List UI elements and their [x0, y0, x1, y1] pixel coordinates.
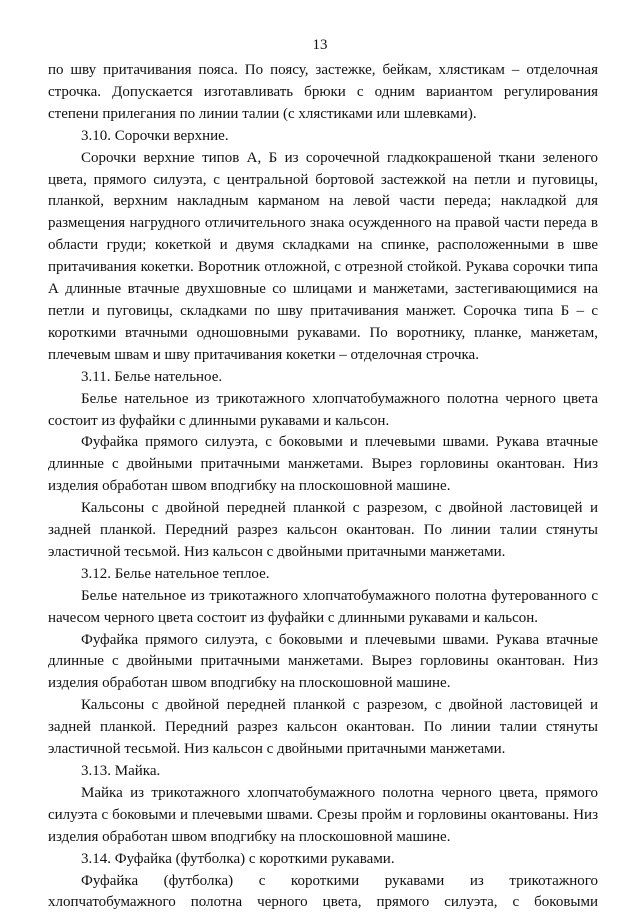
section-heading-3-13: 3.13. Майка. — [81, 763, 161, 779]
page-number: 13 — [312, 37, 328, 53]
section-heading-3-10: 3.10. Сорочки верхние. — [81, 127, 229, 144]
paragraph-warm-underwear-shirt: Фуфайка прямого силуэта, с боковыми и плечевыми швами. Рукава втачные длинные с двойными притачными манжетами. Вырез горловины окантован. Низ изделия обработан швом вподгибку на плоскошовной машине. — [48, 631, 598, 692]
paragraph-tshirt: Фуфайка (футболка) с короткими рукавами из трикотажного хлопчатобумажного полотна черного цвета, прямого силуэта, с боковыми — [48, 872, 598, 911]
section-heading-3-14: 3.14. Фуфайка (футболка) с короткими рукавами. — [81, 850, 395, 867]
document-body — [48, 60, 598, 914]
paragraph-warm-underwear-longjohns: Кальсоны с двойной передней планкой с разрезом, с двойной ластовицей и задней планкой. Передний разрез кальсон окантован. По линии талии стянуты эластичной тесьмой. Низ кальсон с двойными притачными манжетами. — [48, 697, 598, 758]
paragraph-underwear-intro: Белье нательное из трикотажного хлопчатобумажного полотна черного цвета состоит из фуфайки с длинными рукавами и кальсон. — [48, 390, 598, 429]
paragraph-tank-top: Майка из трикотажного хлопчатобумажного полотна черного цвета, прямого силуэта с боковыми и плечевыми швами. Срезы пройм и горловины окантованы. Низ изделия обработан швом вподгибку на плоскошовной машине. — [48, 784, 598, 845]
paragraph-underwear-shirt: Фуфайка прямого силуэта, с боковыми и плечевыми швами. Рукава втачные длинные с двойными притачными манжетами. Вырез горловины окантован. Низ изделия обработан швом вподгибку на плоскошовной машине. — [48, 434, 598, 495]
section-heading-3-11: 3.11. Белье нательное. — [81, 368, 223, 385]
paragraph-trousers-continued: по шву притачивания пояса. По поясу, застежке, бейкам, хлястикам – отделочная строчка. Допускается изготавливать брюки с одним вариантом регулирования степени прилегания по линии талии (с хлястиками или шлевками). — [48, 62, 598, 122]
paragraph-underwear-longjohns: Кальсоны с двойной передней планкой с разрезом, с двойной ластовицей и задней планкой. Передний разрез кальсон окантован. По линии талии стянуты эластичной тесьмой. Низ кальсон с двойными притачными манжетами. — [48, 500, 598, 560]
section-heading-3-12: 3.12. Белье нательное теплое. — [81, 565, 270, 582]
paragraph-shirts: Сорочки верхние типов А, Б из сорочечной гладкокрашеной ткани зеленого цвета, прямого силуэта, с центральной бортовой застежкой на петли и пуговицы, планкой, верхним накладным карманом на левой части переда; накладкой для размещения нагрудного отличительного знака осужденного на правой части переда в области груди; кокеткой и двумя складками на спинке, расположенными в шве притачивания кокетки. Воротник отложной, с отрезной стойкой. Рукава сорочки типа А длинные втачные двухшовные со шлицами и манжетами, застегивающимися на петли и пуговицы, складками по шву притачивания манжет. Сорочка типа Б – с короткими втачными одношовными рукавами. По воротнику, планке, манжетам, плечевым швам и шву притачивания кокетки – отделочная строчка. — [48, 149, 598, 363]
paragraph-warm-underwear-intro: Белье нательное из трикотажного хлопчатобумажного полотна футерованного с начесом черного цвета состоит из фуфайки с длинными рукавами и кальсон. — [48, 587, 598, 626]
